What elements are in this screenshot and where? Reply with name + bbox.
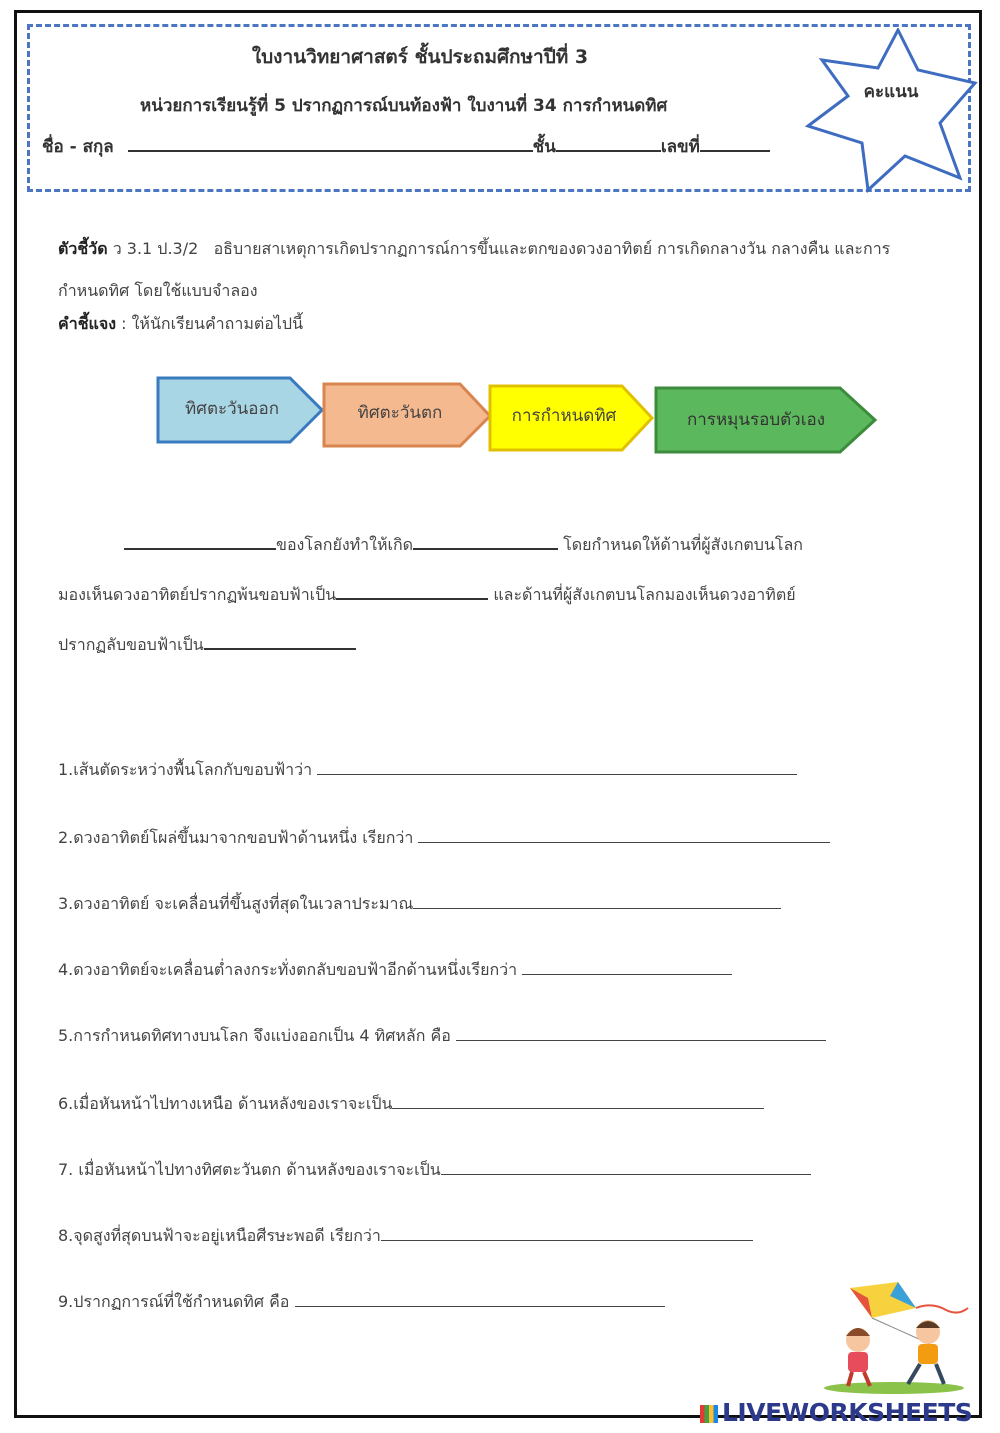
name-label: ชื่อ - สกุล: [42, 137, 114, 157]
fill-in-paragraph: [58, 520, 948, 670]
worksheet-frame: [14, 10, 982, 1418]
indicator-label: ตัวชี้วัด: [58, 239, 108, 258]
word-bank-item-east[interactable]: [158, 378, 322, 442]
class-field[interactable]: [556, 132, 661, 152]
question-1: 1.เส้นตัดระหว่างพื้นโลกกับขอบฟ้าว่า: [58, 758, 797, 783]
class-label: ชั้น: [532, 137, 556, 157]
question-3: 3.ดวงอาทิตย์ จะเคลื่อนที่ขึ้นสูงที่สุดในเวลาประมาณ: [58, 892, 781, 917]
word-bank-item-west[interactable]: [324, 384, 490, 446]
question-9: 9.ปรากฏการณ์ที่ใช้กำหนดทิศ คือ: [58, 1290, 665, 1315]
indicator-block: [58, 228, 938, 312]
number-field[interactable]: [700, 132, 770, 152]
answer-field-6[interactable]: [392, 1094, 764, 1109]
brand-logo: LIVEWORKSHEETS: [700, 1398, 972, 1427]
score-label: คะแนน: [863, 82, 919, 102]
instruction-line: [58, 312, 303, 337]
brand-mark-icon: [700, 1405, 718, 1423]
word-bank-label: ทิศตะวันออก: [184, 399, 280, 419]
question-6: 6.เมื่อหันหน้าไปทางเหนือ ด้านหลังของเราจะเป็น: [58, 1092, 764, 1117]
kids-with-kite-icon: [820, 1280, 970, 1395]
paragraph-text: ปรากฏลับขอบฟ้าเป็น: [58, 635, 204, 654]
number-label: เลขที่: [660, 137, 700, 157]
name-line: [42, 132, 770, 160]
answer-field-4[interactable]: [522, 960, 732, 975]
word-bank-item-direction-finding[interactable]: [490, 386, 652, 450]
paragraph-text: โดยกำหนดให้ด้านที่ผู้สังเกตบนโลก: [558, 535, 803, 554]
paragraph-text: มองเห็นดวงอาทิตย์ปรากฏพ้นขอบฟ้าเป็น: [58, 585, 337, 604]
paragraph-blank-3[interactable]: [336, 584, 488, 600]
paragraph-text: และด้านที่ผู้สังเกตบนโลกมองเห็นดวงอาทิตย์: [488, 585, 796, 604]
paragraph-text: ของโลกยังทำให้เกิด: [276, 535, 414, 554]
word-bank-label: การหมุนรอบตัวเอง: [686, 410, 826, 430]
word-bank-label: ทิศตะวันตก: [357, 403, 443, 423]
question-8: 8.จุดสูงที่สุดบนฟ้าจะอยู่เหนือศีรษะพอดี เรียกว่า: [58, 1224, 753, 1249]
indicator-text: อธิบายสาเหตุการเกิดปรากฏการณ์การขึ้นและตกของดวงอาทิตย์ การเกิดกลางวัน กลางคืน และการกำหนดทิศ โดยใช้แบบจำลอง: [58, 239, 891, 300]
word-bank-label: การกำหนดทิศ: [511, 406, 617, 426]
paragraph-blank-2[interactable]: [413, 534, 558, 550]
answer-field-2[interactable]: [418, 828, 830, 843]
indicator-code: ว 3.1 ป.3/2: [112, 239, 199, 258]
paragraph-blank-1[interactable]: [124, 534, 276, 550]
instruction-label: คำชี้แจง: [58, 314, 117, 333]
paragraph-blank-4[interactable]: [204, 634, 356, 650]
name-field[interactable]: [128, 132, 533, 152]
worksheet-title: ใบงานวิทยาศาสตร์ ชั้นประถมศึกษาปีที่ 3: [251, 46, 589, 68]
question-5: 5.การกำหนดทิศทางบนโลก จึงแบ่งออกเป็น 4 ทิศหลัก คือ: [58, 1024, 826, 1049]
question-2: 2.ดวงอาทิตย์โผล่ขึ้นมาจากขอบฟ้าด้านหนึ่ง เรียกว่า: [58, 826, 830, 851]
answer-field-3[interactable]: [413, 894, 781, 909]
question-4: 4.ดวงอาทิตย์จะเคลื่อนต่ำลงกระทั่งตกลับขอบฟ้าอีกด้านหนึ่งเรียกว่า: [58, 958, 732, 983]
word-bank-item-rotation[interactable]: [656, 388, 875, 452]
score-star-icon: [800, 28, 980, 198]
answer-field-5[interactable]: [456, 1026, 826, 1041]
unit-line: หน่วยการเรียนรู้ที่ 5 ปรากฏการณ์บนท้องฟ้า ใบงานที่ 34 การกำหนดทิศ: [140, 96, 668, 116]
answer-field-1[interactable]: [317, 760, 797, 775]
question-7: 7. เมื่อหันหน้าไปทางทิศตะวันตก ด้านหลังของเราจะเป็น: [58, 1158, 811, 1183]
answer-field-7[interactable]: [441, 1160, 811, 1175]
instruction-text: : ให้นักเรียนคำถามต่อไปนี้: [116, 314, 304, 333]
word-bank: [150, 370, 890, 460]
answer-field-9[interactable]: [295, 1292, 665, 1307]
answer-field-8[interactable]: [381, 1226, 753, 1241]
